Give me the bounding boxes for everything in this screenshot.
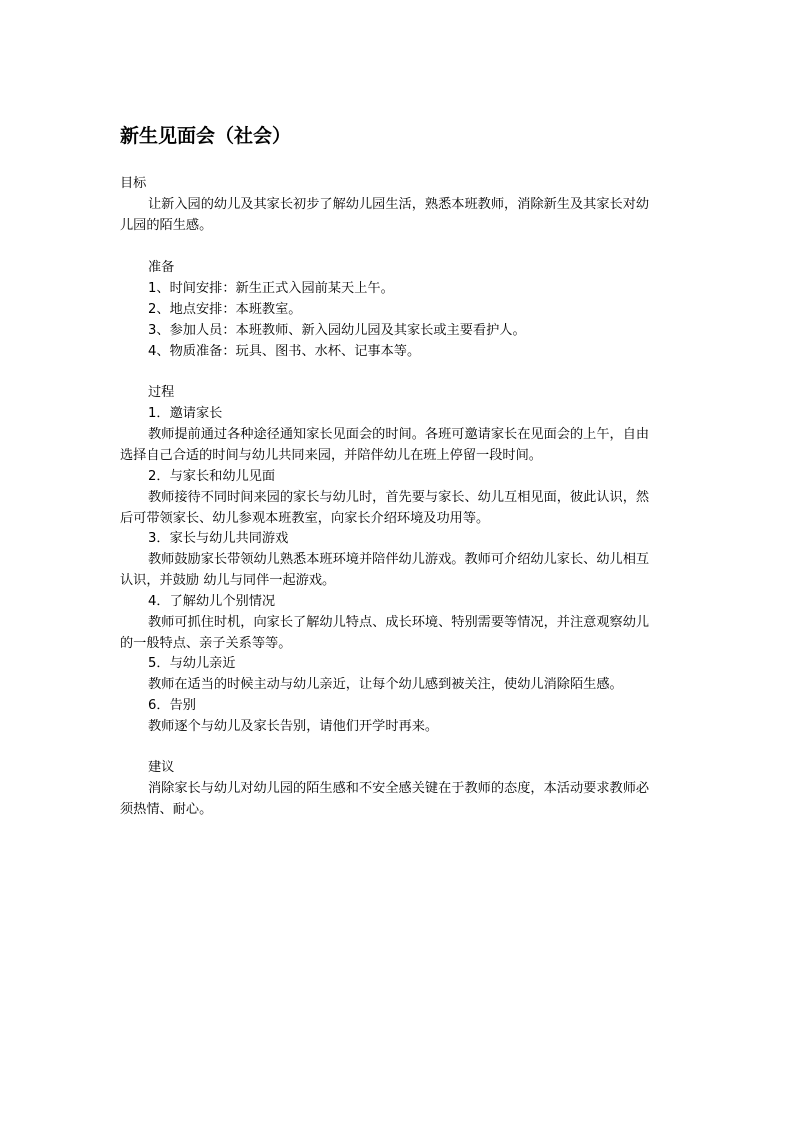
process-step-line: 选择自己合适的时间与幼儿共同来园，并陪伴幼儿在班上停留一段时间。: [120, 448, 542, 463]
preparation-item: 1、时间安排：新生正式入园前某天上午。: [148, 281, 394, 296]
process-step-line: 教师接待不同时间来园的家长与幼儿时，首先要与家长、幼儿互相见面，彼此认识，然: [148, 490, 650, 505]
process-step-line: 教师鼓励家长带领幼儿熟悉本班环境并陪伴幼儿游戏。教师可介绍幼儿家长、幼儿相互: [148, 552, 650, 567]
process-heading: 过程: [148, 385, 175, 400]
preparation-item: 4、物质准备：玩具、图书、水杯、记事本等。: [148, 344, 421, 359]
goal-line: 儿园的陌生感。: [120, 218, 213, 233]
process-step-line: 认识，并鼓励 幼儿与同伴一起游戏。: [120, 573, 336, 588]
process-step-title: 2．与家长和幼儿见面: [148, 469, 276, 484]
process-step-title: 3．家长与幼儿共同游戏: [148, 531, 289, 546]
process-step-line: 后可带领家长、幼儿参观本班教室，向家长介绍环境及功用等。: [120, 511, 490, 526]
process-step-line: 的一般特点、亲子关系等等。: [120, 636, 292, 651]
preparation-item: 3、参加人员：本班教师、新入园幼儿园及其家长或主要看护人。: [148, 323, 526, 338]
suggestion-line: 消除家长与幼儿对幼儿园的陌生感和不安全感关键在于教师的态度，本活动要求教师必: [148, 781, 650, 796]
process-step-title: 1．邀请家长: [148, 406, 223, 421]
process-step-line: 教师在适当的时候主动与幼儿亲近，让每个幼儿感到被关注，使幼儿消除陌生感。: [148, 677, 623, 692]
process-step-line: 教师逐个与幼儿及家长告别，请他们开学时再来。: [148, 719, 439, 734]
process-step-line: 教师提前通过各种途径通知家长见面会的时间。各班可邀请家长在见面会的上午，自由: [148, 427, 650, 442]
goal-line: 让新入园的幼儿及其家长初步了解幼儿园生活，熟悉本班教师，消除新生及其家长对幼: [148, 197, 650, 212]
process-step-line: 教师可抓住时机，向家长了解幼儿特点、成长环境、特别需要等情况，并注意观察幼儿: [148, 615, 650, 630]
preparation-heading: 准备: [148, 260, 175, 275]
process-step-title: 6．告别: [148, 698, 196, 713]
page-title: 新生见面会（社会）: [120, 125, 292, 147]
suggestion-line: 须热情、耐心。: [120, 802, 213, 817]
preparation-item: 2、地点安排：本班教室。: [148, 302, 302, 317]
suggestion-heading: 建议: [148, 760, 175, 775]
process-step-title: 5．与幼儿亲近: [148, 656, 236, 671]
process-step-title: 4．了解幼儿个别情况: [148, 594, 276, 609]
goal-heading: 目标: [120, 176, 147, 191]
